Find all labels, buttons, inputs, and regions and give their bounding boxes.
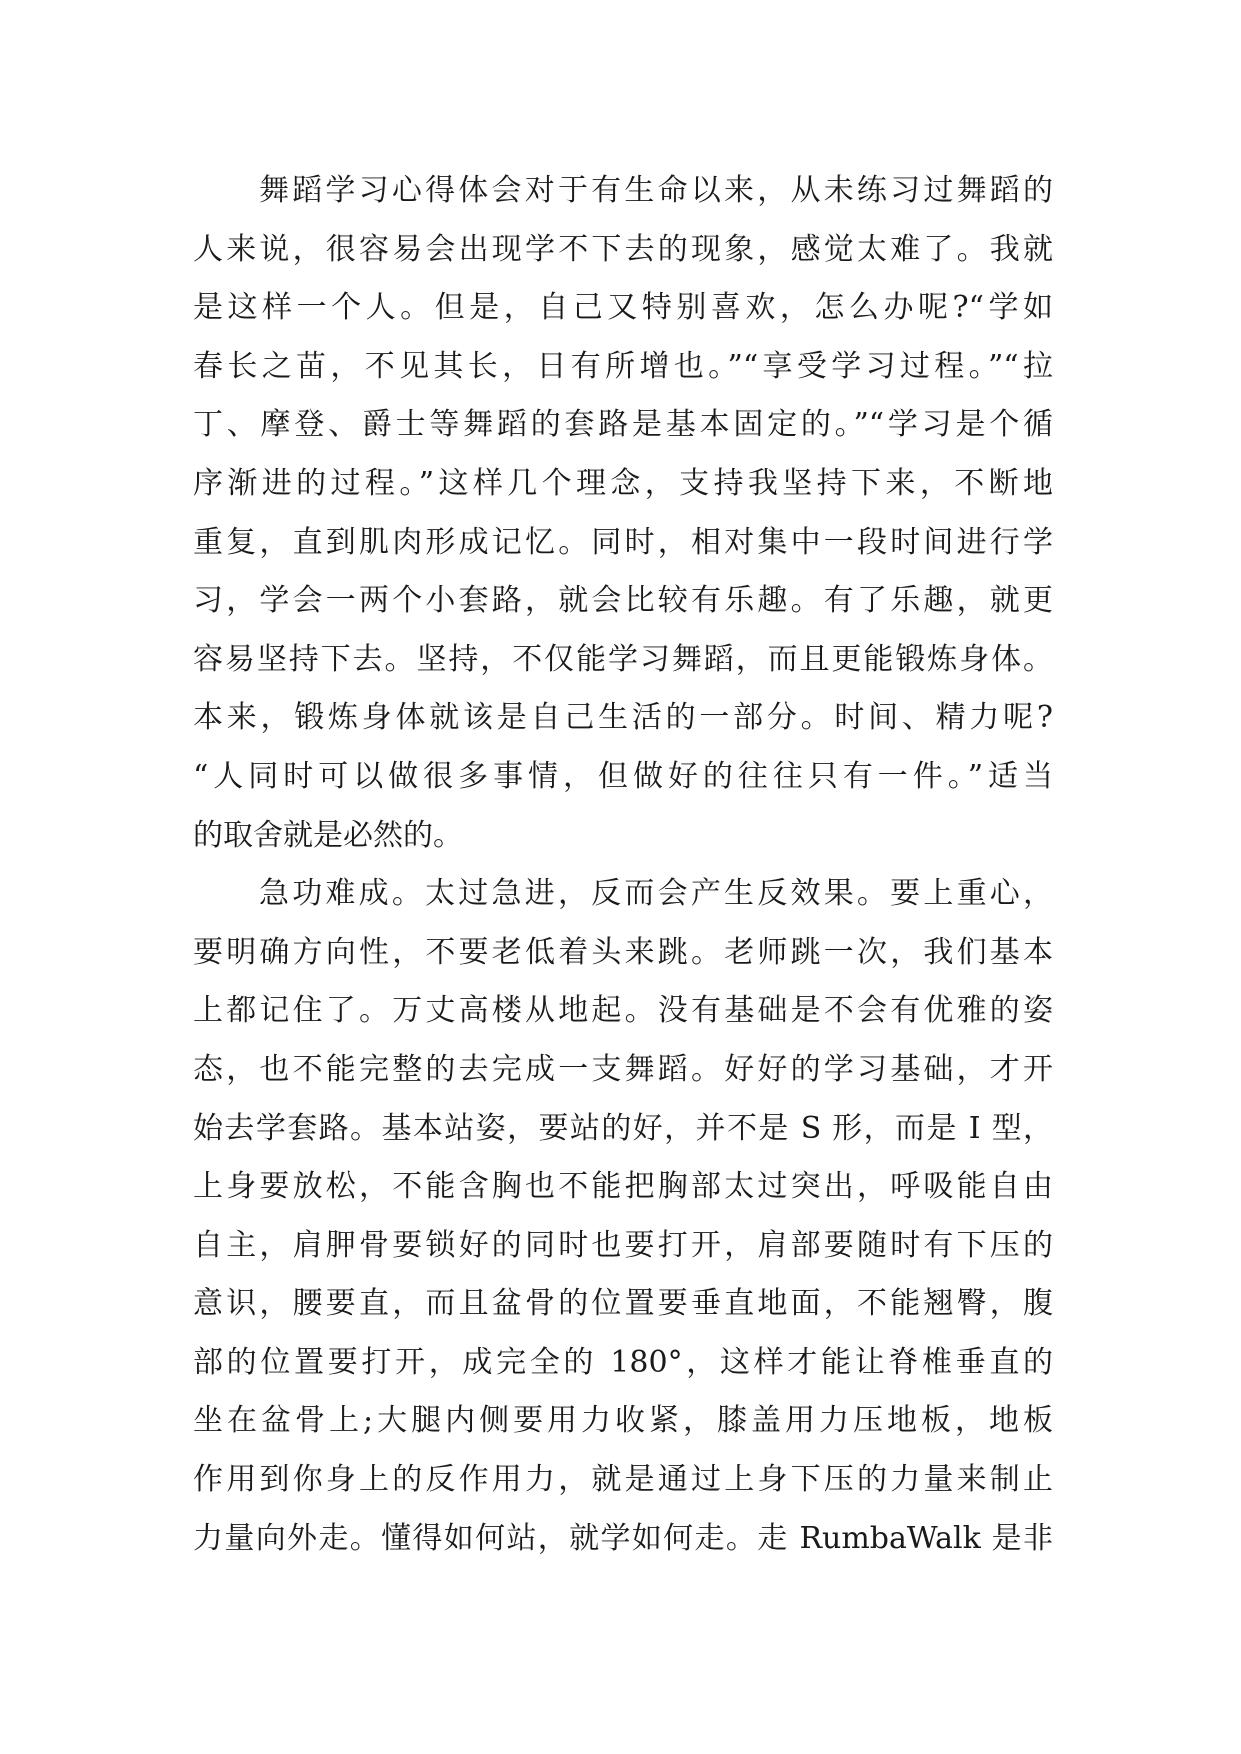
- text-line: 部的位置要打开，成完全的 180°，这样才能让脊椎垂直的: [193, 1344, 1053, 1380]
- paragraph-2: [193, 865, 1053, 1568]
- text-line: 作用到你身上的反作用力，就是通过上身下压的力量来制止: [193, 1462, 1053, 1498]
- text-line: 序渐进的过程。”这样几个理念，支持我坚持下来，不断地: [193, 465, 1053, 501]
- text-line: 本来，锻炼身体就该是自己生活的一部分。时间、精力呢?: [193, 700, 1053, 736]
- text-line: 自主，肩胛骨要锁好的同时也要打开，肩部要随时有下压的: [193, 1227, 1053, 1263]
- text-line: 力量向外走。懂得如何站，就学如何走。走 RumbaWalk 是非: [193, 1520, 1053, 1556]
- text-line: 上身要放松，不能含胸也不能把胸部太过突出，呼吸能自由: [193, 1169, 1053, 1205]
- paragraph-1: [193, 162, 1053, 865]
- text-line: 容易坚持下去。坚持，不仅能学习舞蹈，而且更能锻炼身体。: [193, 641, 1053, 677]
- text-line: 要明确方向性，不要老低着头来跳。老师跳一次，我们基本: [193, 934, 1053, 970]
- text-line: 丁、摩登、爵士等舞蹈的套路是基本固定的。”“学习是个循: [193, 407, 1053, 443]
- text-line: “人同时可以做很多事情，但做好的往往只有一件。”适当: [193, 758, 1053, 794]
- text-line: 急功难成。太过急进，反而会产生反效果。要上重心，: [259, 876, 1053, 912]
- text-line: 坐在盆骨上;大腿内侧要用力收紧，膝盖用力压地板，地板: [193, 1403, 1053, 1439]
- text-line: 舞蹈学习心得体会对于有生命以来，从未练习过舞蹈的: [259, 173, 1053, 208]
- text-line: 重复，直到肌肉形成记忆。同时，相对集中一段时间进行学: [193, 524, 1053, 560]
- text-line: 意识，腰要直，而且盆骨的位置要垂直地面，不能翘臀，腹: [193, 1286, 1053, 1322]
- text-line: 是这样一个人。但是，自己又特别喜欢，怎么办呢?“学如: [193, 290, 1053, 326]
- text-line: 始去学套路。基本站姿，要站的好，并不是 S 形，而是 I 型，: [193, 1110, 1053, 1146]
- text-line: 人来说，很容易会出现学不下去的现象，感觉太难了。我就: [193, 231, 1053, 267]
- text-line: 春长之苗，不见其长，日有所增也。”“享受学习过程。”“拉: [193, 348, 1053, 384]
- text-line: 态，也不能完整的去完成一支舞蹈。好好的学习基础，才开: [193, 1051, 1053, 1087]
- body-text: [193, 162, 1053, 1568]
- text-line: 的取舍就是必然的。: [193, 817, 463, 853]
- text-line: 习，学会一两个小套路，就会比较有乐趣。有了乐趣，就更: [193, 583, 1053, 619]
- text-line: 上都记住了。万丈高楼从地起。没有基础是不会有优雅的姿: [193, 993, 1053, 1029]
